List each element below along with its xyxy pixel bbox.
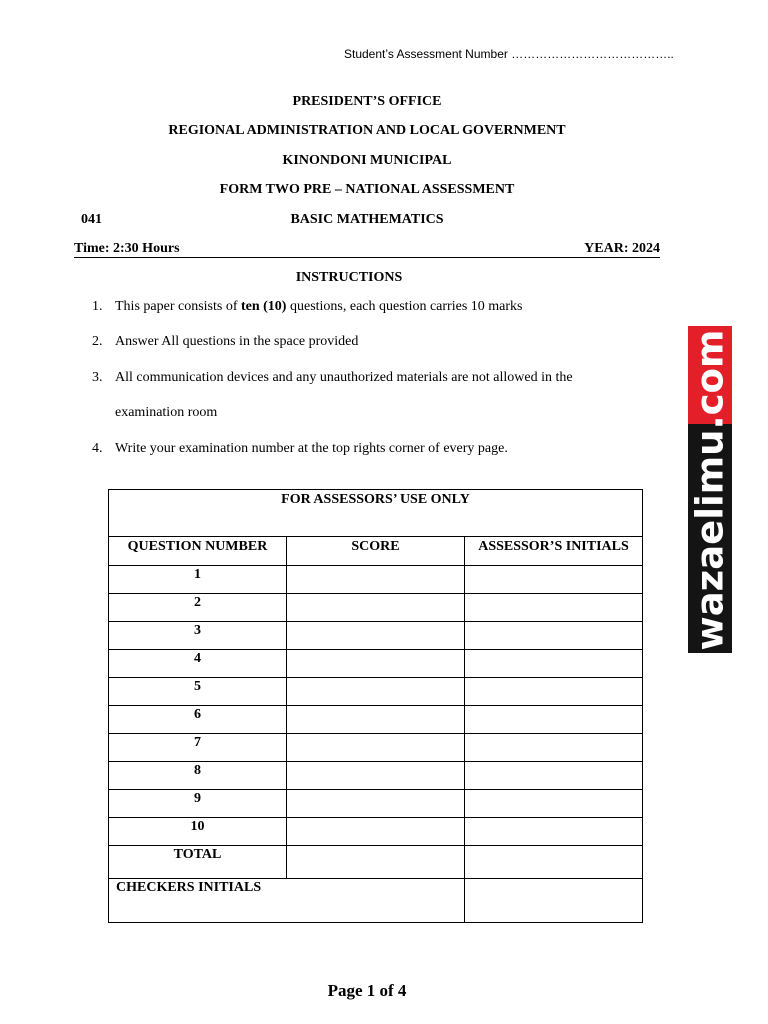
score-cell[interactable] [287, 650, 465, 678]
question-number: 5 [109, 678, 287, 706]
table-row [109, 734, 643, 762]
title-regional-admin: REGIONAL ADMINISTRATION AND LOCAL GOVERNMENT [168, 123, 566, 138]
initials-cell[interactable] [465, 706, 643, 734]
assessors-table [108, 489, 643, 923]
time-label: Time: 2:30 Hours [74, 241, 180, 256]
instruction-text: Answer All questions in the space provided [115, 334, 359, 349]
subject-code: 041 [81, 212, 102, 227]
table-row [109, 790, 643, 818]
total-initials-cell[interactable] [465, 846, 643, 879]
total-row [109, 846, 643, 879]
instruction-number: 1. [92, 299, 103, 314]
table-row [109, 678, 643, 706]
instruction-bold: ten (10) [240, 299, 287, 314]
initials-cell[interactable] [465, 678, 643, 706]
watermark-logo [688, 326, 732, 653]
score-cell[interactable] [287, 734, 465, 762]
initials-cell[interactable] [465, 650, 643, 678]
score-cell[interactable] [287, 566, 465, 594]
instruction-continuation: examination room [115, 405, 218, 420]
score-cell[interactable] [287, 706, 465, 734]
instruction-text: All communication devices and any unauthorized materials are not allowed in the [115, 370, 573, 385]
initials-cell[interactable] [465, 594, 643, 622]
instruction-text: Write your examination number at the top rights corner of every page. [115, 441, 508, 456]
table-row [109, 566, 643, 594]
checkers-initials-label: CHECKERS INITIALS [109, 879, 465, 923]
initials-cell[interactable] [465, 566, 643, 594]
col-header-score: SCORE [287, 537, 465, 566]
initials-cell[interactable] [465, 622, 643, 650]
initials-cell[interactable] [465, 790, 643, 818]
table-title: FOR ASSESSORS’ USE ONLY [109, 490, 643, 537]
table-row [109, 622, 643, 650]
watermark-text: wazaelimu.com [688, 329, 732, 650]
time-year-row [74, 241, 660, 258]
question-number: 1 [109, 566, 287, 594]
instruction-item [92, 441, 508, 457]
score-cell[interactable] [287, 678, 465, 706]
total-score-cell[interactable] [287, 846, 465, 879]
checkers-row [109, 879, 643, 923]
total-label: TOTAL [109, 846, 287, 879]
instruction-text: questions, each question carries 10 marks [286, 299, 523, 314]
table-row [109, 650, 643, 678]
initials-cell[interactable] [465, 734, 643, 762]
checkers-initials-cell[interactable] [465, 879, 643, 923]
question-number: 4 [109, 650, 287, 678]
table-row [109, 762, 643, 790]
col-header-initials: ASSESSOR’S INITIALS [465, 537, 643, 566]
subject-title: BASIC MATHEMATICS [290, 212, 444, 227]
score-cell[interactable] [287, 818, 465, 846]
score-cell[interactable] [287, 762, 465, 790]
instruction-text: This paper consists of [115, 299, 241, 314]
table-row [109, 818, 643, 846]
score-cell[interactable] [287, 790, 465, 818]
question-number: 8 [109, 762, 287, 790]
score-cell[interactable] [287, 622, 465, 650]
table-row [109, 706, 643, 734]
col-header-question: QUESTION NUMBER [109, 537, 287, 566]
initials-cell[interactable] [465, 762, 643, 790]
question-number: 9 [109, 790, 287, 818]
question-number: 2 [109, 594, 287, 622]
title-assessment: FORM TWO PRE – NATIONAL ASSESSMENT [219, 182, 515, 197]
question-number: 10 [109, 818, 287, 846]
page-number: Page 1 of 4 [327, 981, 407, 1000]
score-cell[interactable] [287, 594, 465, 622]
instruction-item [92, 334, 358, 350]
year-label: YEAR: 2024 [584, 241, 660, 256]
instructions-heading: INSTRUCTIONS [295, 270, 403, 285]
instruction-number: 2. [92, 334, 103, 349]
question-number: 3 [109, 622, 287, 650]
title-municipal: KINONDONI MUNICIPAL [282, 153, 452, 168]
title-presidents-office: PRESIDENT’S OFFICE [292, 94, 442, 109]
instruction-number: 4. [92, 441, 103, 456]
question-number: 7 [109, 734, 287, 762]
question-number: 6 [109, 706, 287, 734]
instruction-number: 3. [92, 370, 103, 385]
student-assessment-number: Student’s Assessment Number ………………………………….. [344, 47, 674, 61]
initials-cell[interactable] [465, 818, 643, 846]
instruction-item [92, 299, 522, 315]
table-row [109, 594, 643, 622]
instruction-item [92, 370, 573, 386]
